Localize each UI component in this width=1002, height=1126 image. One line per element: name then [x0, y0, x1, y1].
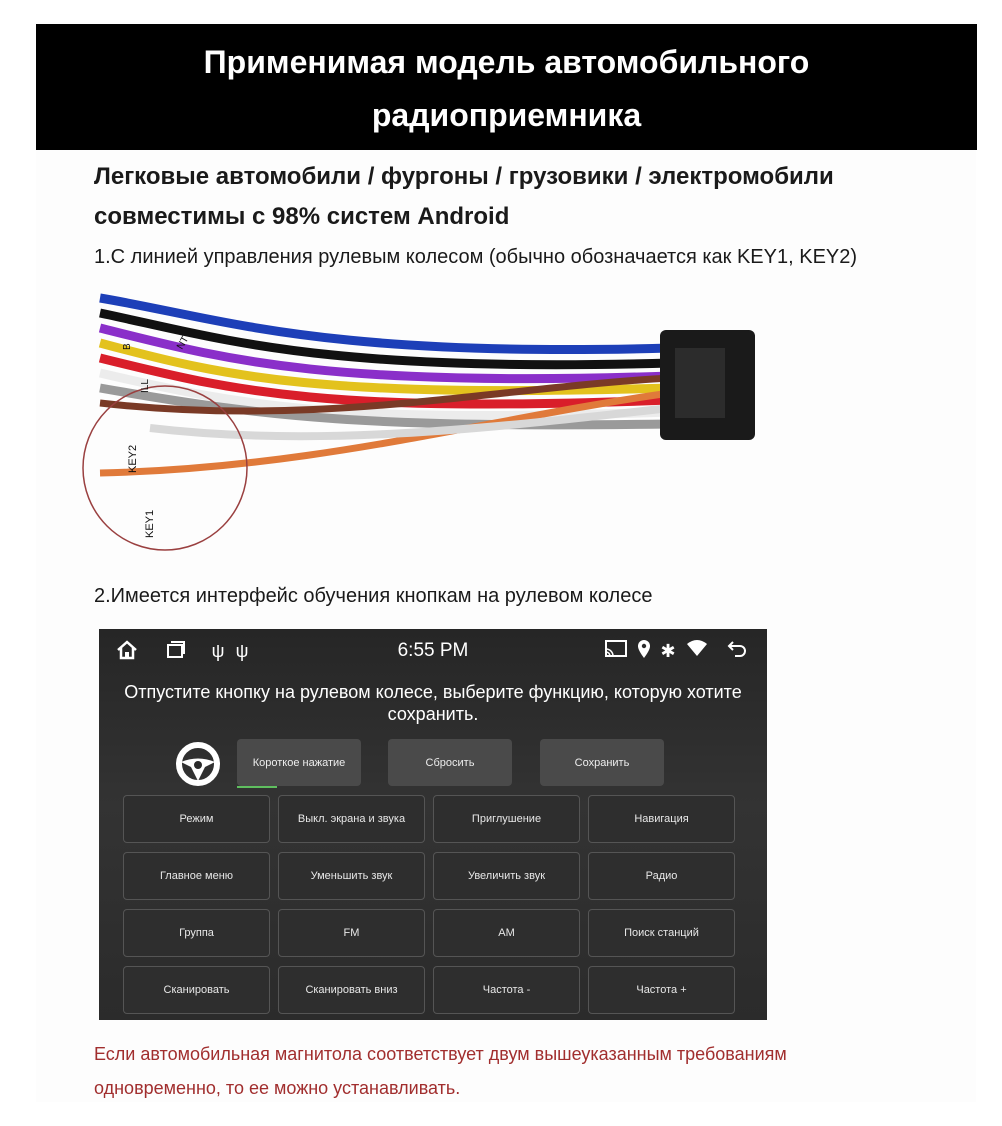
function-button-fm[interactable]: FM: [278, 909, 425, 957]
function-button-seek[interactable]: Поиск станций: [588, 909, 735, 957]
reset-button[interactable]: Сбросить: [388, 739, 512, 786]
function-button-mute[interactable]: Приглушение: [433, 795, 580, 843]
function-button-volume-up[interactable]: Увеличить звук: [433, 852, 580, 900]
function-button-scan-down[interactable]: Сканировать вниз: [278, 966, 425, 1014]
title-banner: [36, 24, 977, 150]
function-button-mode[interactable]: Режим: [123, 795, 270, 843]
title-line-2: радиоприемника: [371, 97, 642, 133]
status-bar: [99, 629, 767, 675]
save-button[interactable]: Сохранить: [540, 739, 664, 786]
subtitle-line-2: совместимы с 98% систем Android: [94, 203, 510, 230]
note-line-1: Если автомобильная магнитола соответствует двум вышеуказанным требованиям: [94, 1044, 787, 1064]
function-button-am[interactable]: AM: [433, 909, 580, 957]
selected-indicator: [237, 786, 277, 788]
function-button-band[interactable]: Группа: [123, 909, 270, 957]
title-line-1: Применимая модель автомобильного: [203, 44, 810, 80]
clock: 6:55 PM: [397, 640, 469, 661]
function-button-screen-off[interactable]: Выкл. экрана и звука: [278, 795, 425, 843]
function-button-scan[interactable]: Сканировать: [123, 966, 270, 1014]
function-button-radio[interactable]: Радио: [588, 852, 735, 900]
label-key2: KEY2: [127, 444, 139, 473]
label-b: B: [122, 343, 133, 350]
point-2-text: 2.Имеется интерфейс обучения кнопкам на рулевом колесе: [94, 585, 653, 607]
label-key1: KEY1: [144, 509, 156, 538]
point-1-text: 1.С линией управления рулевым колесом (обычно обозначается как KEY1, KEY2): [94, 246, 858, 268]
label-nt: NT: [175, 334, 192, 352]
connector-slot: [675, 348, 725, 418]
function-button-freq-down[interactable]: Частота -: [433, 966, 580, 1014]
steering-wheel-icon: [175, 741, 221, 787]
note-line-2: одновременно, то ее можно устанавливать.: [94, 1078, 461, 1098]
function-button-main-menu[interactable]: Главное меню: [123, 852, 270, 900]
back-icon[interactable]: [725, 639, 749, 663]
head-unit-screen: [99, 629, 767, 1020]
label-ill: ILL: [140, 379, 151, 393]
usb-icon: ψ: [235, 641, 249, 661]
function-button-freq-up[interactable]: Частота +: [588, 966, 735, 1014]
function-button-volume-down[interactable]: Уменьшить звук: [278, 852, 425, 900]
usb-icon: ψ: [211, 641, 225, 661]
short-press-button[interactable]: Короткое нажатие: [237, 739, 361, 786]
subtitle-line-1: Легковые автомобили / фургоны / грузовики / электромобили: [94, 163, 834, 190]
wiring-harness-image: [70, 278, 770, 568]
location-icon: [635, 639, 653, 663]
instruction-text: Отпустите кнопку на рулевом колесе, выберите функцию, которую хотите сохранить.: [124, 682, 742, 724]
wifi-icon: [685, 639, 709, 663]
function-button-navigation[interactable]: Навигация: [588, 795, 735, 843]
bluetooth-icon: ✱: [660, 641, 676, 661]
cast-icon: [603, 639, 629, 663]
